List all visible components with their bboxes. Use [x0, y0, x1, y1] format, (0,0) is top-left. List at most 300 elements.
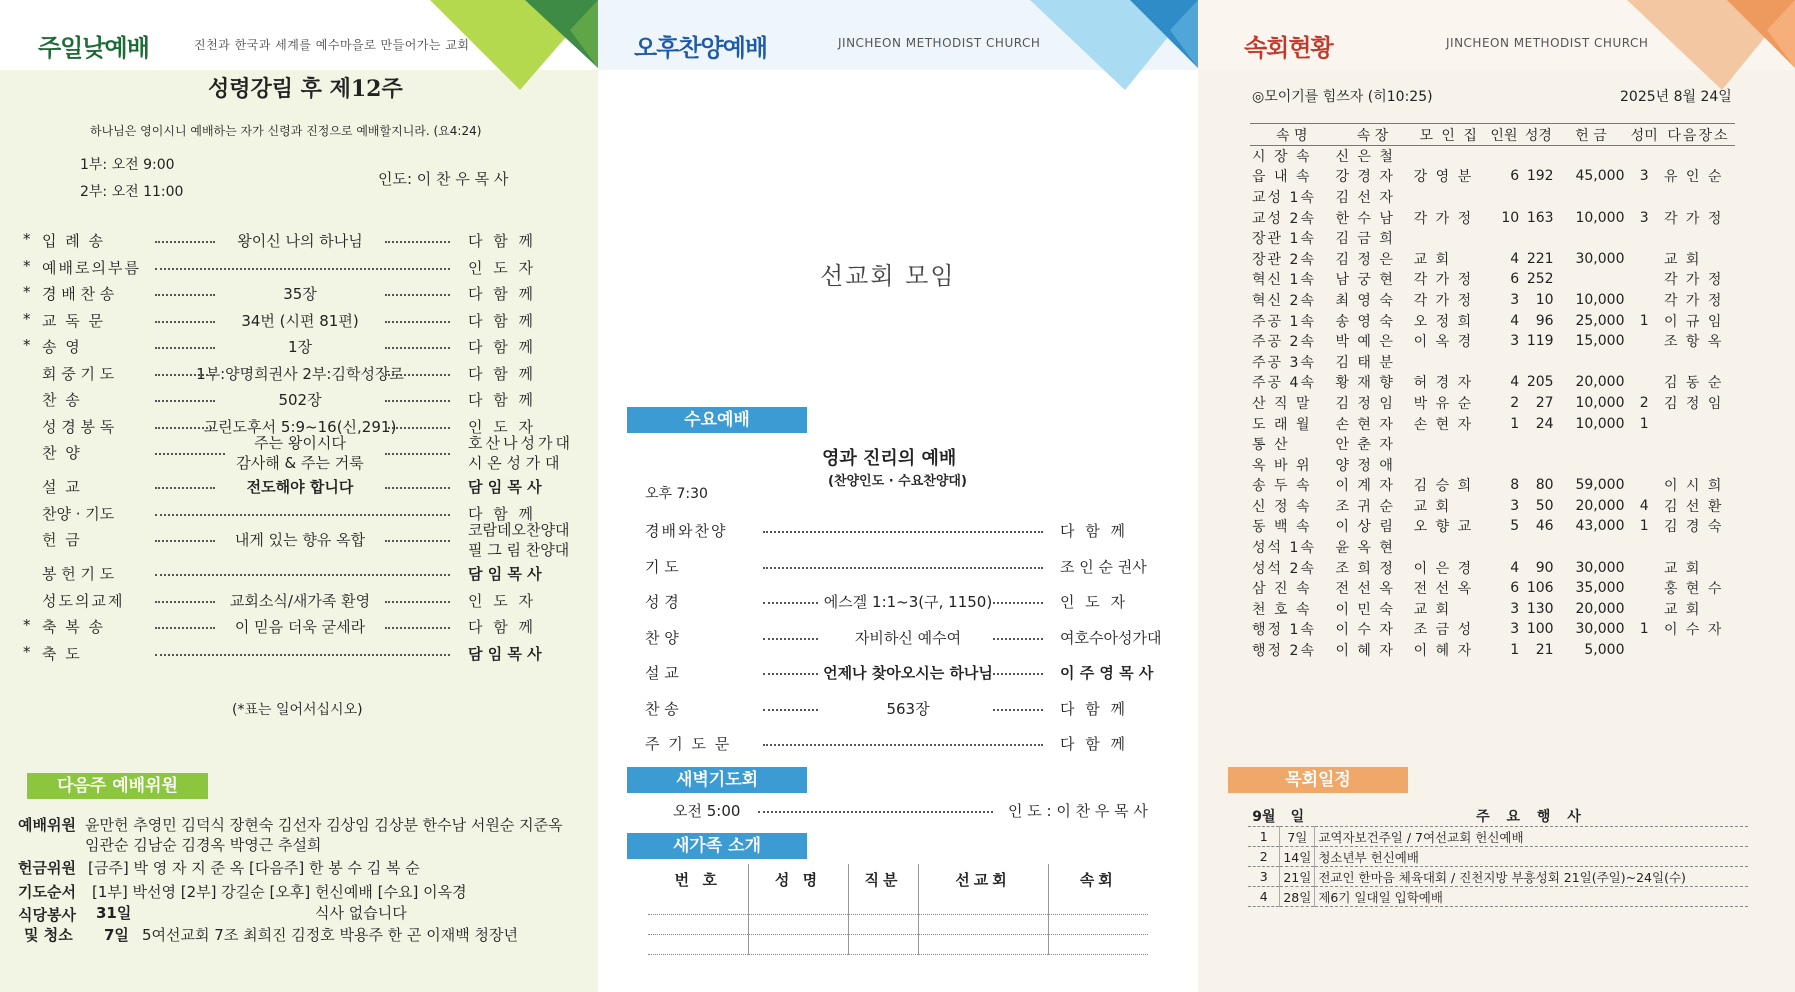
cell-value [1487, 228, 1521, 249]
leader-dots [993, 630, 1043, 640]
cell-row [1250, 351, 1735, 372]
order-row [0, 363, 598, 387]
cell-value: 주공 3속 [1252, 354, 1316, 371]
order-item: 입 례 송 [42, 232, 106, 250]
cell-value [1412, 434, 1487, 455]
newfamily-cell [848, 914, 918, 934]
service-title: 성령강림 후 제12주 [208, 76, 403, 102]
cell-row [1250, 290, 1735, 311]
stand-star: * [23, 616, 31, 634]
leader-dots [385, 532, 450, 542]
cell-row [1250, 248, 1735, 269]
cell-row [1250, 269, 1735, 290]
order-content: 이 믿음 더욱 굳세라 [234, 618, 366, 636]
cell-value: 3 [1510, 497, 1520, 514]
cell-value [1556, 454, 1627, 475]
order-person: 코람데오찬양대 [468, 521, 570, 539]
cell-value: 김 선 환 [1663, 498, 1724, 515]
cell-value [1487, 537, 1521, 558]
cell-value: 1 [1510, 415, 1520, 432]
leader-dots [155, 479, 215, 489]
wed-order-row [598, 698, 1198, 724]
cell-value: 119 [1526, 333, 1554, 350]
leader-dots [155, 392, 215, 402]
cell-value [1487, 351, 1521, 372]
wed-order-row [598, 556, 1198, 582]
cell-value: 행정 1속 [1252, 622, 1316, 639]
cell-value [1662, 351, 1735, 372]
leader-dots [155, 339, 215, 349]
cell-value [1626, 599, 1661, 620]
wed-order-content: 에스겔 1:1~3(구, 1150) [823, 593, 993, 611]
cell-value [1556, 228, 1627, 249]
service-leader: 인도: 이 찬 우 목 사 [378, 170, 509, 188]
order-item: 성도의교제 [42, 591, 125, 610]
schedule-col: 주 요 행 사 [1315, 806, 1748, 827]
cell-value: 손 현 자 [1335, 416, 1395, 433]
order-content: 1부:양명희권사 2부:김학성장로 [196, 364, 404, 383]
cell-value: 성석 1속 [1252, 540, 1316, 557]
cell-value: 김 정 은 [1335, 251, 1395, 268]
cell-value [1487, 187, 1521, 208]
cell-value [1662, 146, 1735, 167]
cell-value: 3 [1510, 333, 1520, 350]
newfamily-col: 직분 [848, 864, 918, 894]
schedule-cell: 3 [1248, 867, 1280, 887]
cell-value [1556, 146, 1627, 167]
cell-value [1626, 372, 1661, 393]
wed-order-content: 언제나 찾아오시는 하나님 [823, 664, 993, 682]
newfamily-cell [1048, 934, 1148, 954]
newfamily-cell [918, 914, 1048, 934]
cell-row [1250, 537, 1735, 558]
cell-value: 교 회 [1413, 601, 1452, 618]
cell-row [1250, 187, 1735, 208]
cell-value: 5,000 [1584, 642, 1625, 659]
cell-row [1250, 331, 1735, 352]
cell-row [1250, 619, 1735, 640]
newfamily-cell [648, 894, 748, 914]
panel1-title: 주일낮예배 [38, 34, 149, 62]
stand-star: * [23, 256, 31, 275]
wednesday-title: 영과 진리의 예배 [822, 448, 957, 469]
wed-order-item: 성 경 [645, 593, 679, 611]
cell-value: 교 회 [1663, 560, 1702, 577]
schedule-row [1248, 887, 1748, 907]
wed-order-row [598, 627, 1198, 653]
cell-value: 6 [1510, 580, 1520, 597]
cell-value: 신 은 철 [1335, 149, 1395, 166]
cell-value: 오 정 희 [1413, 313, 1474, 330]
order-item: 성 경 봉 독 [42, 417, 115, 436]
decor-triangles-orange [1627, 0, 1795, 92]
cell-col: 인원 [1487, 124, 1521, 146]
cell-value: 3 [1510, 621, 1520, 638]
cell-value: 신 정 속 [1252, 498, 1312, 515]
cell-value: 30,000 [1575, 621, 1625, 638]
cell-row [1250, 599, 1735, 620]
newfamily-cell [1048, 914, 1148, 934]
cell-value [1662, 187, 1735, 208]
offering-members: [금주] 박 영 자 지 준 옥 [다음주] 한 봉 수 김 복 순 [88, 859, 420, 877]
order-item: 축 복 송 [42, 618, 106, 636]
cell-value: 96 [1535, 312, 1554, 329]
schedule-bar: 목회일정 [1228, 767, 1408, 793]
cell-value [1626, 248, 1661, 269]
cell-value [1521, 146, 1555, 167]
order-row [0, 590, 598, 614]
cell-value: 20,000 [1575, 497, 1625, 514]
order-person: 다 함 께 [468, 285, 537, 303]
cell-value [1556, 187, 1627, 208]
cell-value: 4 [1510, 312, 1520, 329]
worship-members-1: 윤만헌 추영민 김덕식 장현숙 김선자 김상임 김상분 한수남 서원순 지준옥 [85, 816, 563, 834]
panel3-title: 속회현황 [1244, 34, 1333, 62]
leader-dots [385, 339, 450, 349]
leader-dots [385, 619, 450, 629]
newfamily-row [648, 894, 1148, 914]
order-person: 다 함 께 [468, 364, 537, 383]
cell-value [1662, 640, 1735, 661]
offering-label: 헌금위원 [18, 859, 76, 877]
order-content: 교회소식/새가족 환영 [229, 591, 371, 610]
panel2-title: 오후찬양예배 [634, 34, 768, 62]
cell-value [1626, 269, 1661, 290]
cell-value: 전 선 옥 [1335, 581, 1395, 598]
cell-value: 송 영 숙 [1335, 313, 1395, 330]
order-person-2: 필 그 림 찬양대 [468, 541, 570, 559]
schedule-cell: 1 [1248, 827, 1280, 847]
cell-status-panel [1198, 0, 1795, 992]
order-row [0, 389, 598, 413]
cell-value: 손 현 자 [1413, 416, 1474, 433]
cell-row [1250, 393, 1735, 414]
cell-value: 교 회 [1413, 498, 1452, 515]
schedule-row [1248, 847, 1748, 867]
leader-dots [763, 630, 818, 640]
cell-value: 교 회 [1663, 251, 1702, 268]
cell-value: 각 가 정 [1663, 292, 1724, 309]
cell-value: 1 [1639, 415, 1649, 432]
order-row [0, 310, 598, 334]
order-row [0, 257, 598, 281]
cell-value: 43,000 [1575, 518, 1625, 535]
cell-value: 각 가 정 [1663, 272, 1724, 289]
dawn-dots [758, 803, 993, 813]
wed-order-row [598, 520, 1198, 546]
schedule-cell: 교역자보건주일 / 7여선교회 헌신예배 [1315, 827, 1748, 847]
newfamily-cell [648, 934, 748, 954]
cell-value: 행정 2속 [1252, 643, 1316, 660]
wed-order-item: 찬 양 [645, 628, 679, 647]
leader-dots [385, 445, 450, 455]
order-item: 설 교 [42, 478, 82, 496]
order-row [0, 563, 598, 587]
cell-row [1250, 372, 1735, 393]
order-person: 다 함 께 [468, 232, 537, 250]
cell-value: 6 [1510, 168, 1520, 185]
schedule-table [1248, 806, 1748, 907]
cell-value [1626, 578, 1661, 599]
cell-value [1662, 454, 1735, 475]
cell-value: 252 [1526, 271, 1554, 288]
cell-value: 조 희 정 [1335, 560, 1395, 577]
cell-value: 박 유 순 [1413, 395, 1474, 412]
prayer-order: [1부] 박선영 [2부] 강길순 [오후] 헌신예배 [수요] 이옥경 [92, 883, 467, 901]
cell-value: 이 옥 경 [1413, 334, 1474, 351]
cell-value: 동 백 속 [1252, 519, 1312, 536]
cell-value: 4 [1510, 559, 1520, 576]
leader-dots [385, 419, 450, 429]
cell-value [1626, 146, 1661, 167]
cell-row [1250, 578, 1735, 599]
motto: ◎모이기를 힘쓰자 (히10:25) [1252, 89, 1433, 105]
cell-value: 192 [1526, 168, 1554, 185]
order-row [0, 616, 598, 640]
cell-value: 4 [1510, 250, 1520, 267]
order-person: 인 도 자 [468, 258, 537, 277]
wednesday-time: 오후 7:30 [645, 486, 708, 502]
order-row [0, 643, 598, 667]
decor-triangles [430, 0, 598, 92]
cell-value: 주공 4속 [1252, 375, 1316, 392]
cell-value: 221 [1526, 250, 1554, 267]
scripture-quote: 하나님은 영이시니 예배하는 자가 신령과 진정으로 예배할지니라. (요4:24) [90, 124, 482, 138]
cell-value: 조 항 옥 [1663, 334, 1724, 351]
order-item: 회 중 기 도 [42, 364, 115, 383]
cell-value [1626, 290, 1661, 311]
cell-value [1626, 557, 1661, 578]
leader-dots [763, 523, 1043, 533]
cell-value: 27 [1535, 394, 1554, 411]
leader-dots [155, 313, 215, 323]
order-content-2: 감사해 & 주는 거룩 [236, 454, 364, 472]
cell-value: 이 수 자 [1335, 622, 1395, 639]
order-row [0, 230, 598, 254]
wed-order-item: 기 도 [645, 557, 679, 576]
leader-dots [763, 594, 818, 604]
cell-value: 황 재 향 [1335, 375, 1395, 392]
prayer-label: 기도순서 [18, 883, 76, 901]
cell-value [1487, 454, 1521, 475]
meal-label: 식당봉사 [18, 906, 76, 924]
sunday-service-panel [0, 0, 598, 992]
stand-star: * [23, 230, 31, 248]
leader-dots [385, 593, 450, 603]
cell-value: 이 계 자 [1335, 478, 1395, 495]
newfamily-bar: 새가족 소개 [627, 833, 807, 859]
leader-dots [993, 665, 1043, 675]
clean-label: 및 청소 [24, 926, 73, 944]
cell-value: 59,000 [1575, 477, 1625, 494]
leader-dots [155, 532, 215, 542]
cell-value: 한 수 남 [1335, 210, 1395, 227]
cell-value: 윤 옥 현 [1335, 540, 1395, 557]
cell-value: 106 [1526, 580, 1554, 597]
leader-dots [155, 646, 450, 656]
cell-value: 장관 2속 [1252, 251, 1316, 268]
cell-value: 조 금 성 [1413, 622, 1474, 639]
cell-value: 각 가 정 [1663, 210, 1724, 227]
meal-text: 식사 없습니다 [315, 904, 407, 922]
cell-value [1626, 187, 1661, 208]
cell-value: 21 [1535, 642, 1554, 659]
leader-dots [385, 366, 450, 376]
newfamily-col: 선교회 [918, 864, 1048, 894]
cell-value: 박 예 은 [1335, 334, 1395, 351]
leader-dots [763, 736, 1043, 746]
order-person: 다 함 께 [468, 618, 537, 636]
cell-value: 35,000 [1575, 580, 1625, 597]
cell-value: 2 [1639, 394, 1649, 411]
cell-value: 혁신 2속 [1252, 292, 1316, 309]
cell-value: 5 [1510, 518, 1520, 535]
cell-value: 김 정 임 [1663, 395, 1724, 412]
order-row [0, 476, 598, 500]
cell-value: 46 [1535, 518, 1554, 535]
cell-value: 조 귀 순 [1335, 498, 1395, 515]
schedule-col: 일 [1280, 806, 1315, 827]
service-time-2: 2부: 오전 11:00 [80, 184, 184, 200]
leader-dots [155, 366, 215, 376]
cell-value: 김 선 자 [1335, 189, 1395, 206]
wed-order-content: 자비하신 예수여 [854, 628, 962, 647]
order-content: 1장 [287, 338, 313, 356]
cell-col: 모 인 집 [1412, 124, 1487, 146]
schedule-cell: 4 [1248, 887, 1280, 907]
cell-col: 속 명 [1250, 124, 1333, 146]
cell-value: 205 [1526, 374, 1554, 391]
cell-value: 양 정 애 [1335, 457, 1395, 474]
order-row [0, 434, 598, 472]
leader-dots [385, 392, 450, 402]
cell-value: 남 궁 현 [1335, 272, 1395, 289]
cell-row [1250, 475, 1735, 496]
cell-value: 장관 1속 [1252, 231, 1316, 248]
cell-value: 혁신 1속 [1252, 272, 1316, 289]
dawn-bar: 새벽기도회 [627, 767, 807, 793]
order-content: 전도해야 합니다 [246, 478, 354, 496]
cell-value: 이 시 희 [1663, 478, 1724, 495]
cell-value [1521, 537, 1555, 558]
order-person: 다 함 께 [468, 311, 537, 330]
afternoon-service-panel [598, 0, 1198, 992]
order-content: 내게 있는 향유 옥합 [234, 531, 366, 549]
cell-value [1662, 413, 1735, 434]
report-date: 2025년 8월 24일 [1620, 89, 1732, 105]
cell-col: 헌 금 [1556, 124, 1627, 146]
cell-value: 강 경 자 [1335, 169, 1395, 186]
wed-order-item: 찬 송 [645, 699, 679, 718]
schedule-cell: 7일 [1280, 827, 1315, 847]
schedule-col: 9월 [1248, 806, 1280, 827]
leader-dots [385, 479, 450, 489]
newfamily-col: 속회 [1079, 870, 1117, 889]
order-person: 호산나성가대 [468, 434, 573, 452]
newfamily-col: 번 호 [648, 864, 748, 894]
cell-value: 통 산 [1252, 437, 1290, 454]
cell-value: 50 [1535, 497, 1554, 514]
cell-value [1662, 537, 1735, 558]
order-item: 축 도 [42, 644, 82, 663]
clean-date: 7일 [104, 926, 129, 944]
cell-value: 4 [1510, 374, 1520, 391]
wednesday-bar: 수요예배 [627, 407, 807, 433]
wed-order-row [598, 662, 1198, 688]
cell-value: 홍 현 수 [1663, 581, 1724, 598]
cell-value: 3 [1639, 209, 1649, 226]
leader-dots [763, 701, 818, 711]
wed-order-person: 이 주 영 목 사 [1060, 664, 1154, 682]
cell-col: 다음장소 [1662, 124, 1735, 146]
leader-dots [763, 665, 818, 675]
cell-value [1626, 434, 1661, 455]
order-row [0, 521, 598, 559]
cell-value: 산 직 말 [1252, 395, 1312, 412]
cell-value: 90 [1535, 559, 1554, 576]
newfamily-cell [648, 914, 748, 934]
order-person: 다 함 께 [468, 338, 537, 356]
order-content: 고린도후서 5:9~16(신,291) [203, 417, 397, 436]
schedule-cell: 2 [1248, 847, 1280, 867]
wed-order-row [598, 733, 1198, 759]
cell-value: 10,000 [1575, 394, 1625, 411]
cell-value: 오 향 교 [1413, 519, 1474, 536]
afternoon-event: 선교회 모임 [820, 262, 956, 290]
cell-value: 10 [1535, 291, 1554, 308]
cell-value: 10,000 [1575, 415, 1625, 432]
cell-value: 안 춘 자 [1335, 437, 1395, 454]
cell-value [1626, 475, 1661, 496]
cell-value: 이 혜 자 [1413, 643, 1474, 660]
cell-row [1250, 207, 1735, 228]
cell-value [1412, 351, 1487, 372]
leader-dots [155, 593, 215, 603]
cell-value [1412, 537, 1487, 558]
cell-value: 1 [1510, 642, 1520, 659]
cell-value: 시 장 속 [1252, 149, 1312, 166]
order-content: 왕이신 나의 하나님 [237, 232, 363, 250]
newfamily-cell [748, 934, 848, 954]
cell-value: 10 [1501, 209, 1520, 226]
cell-value: 3 [1510, 600, 1520, 617]
cell-row [1250, 454, 1735, 475]
order-item: 교 독 문 [42, 311, 106, 330]
cell-value [1626, 351, 1661, 372]
cell-value: 성석 2속 [1252, 560, 1316, 577]
schedule-cell: 28일 [1280, 887, 1315, 907]
newfamily-cell [918, 894, 1048, 914]
order-person: 담 임 목 사 [468, 565, 542, 583]
cell-value: 최 영 숙 [1335, 292, 1395, 309]
cell-value [1556, 537, 1627, 558]
cell-value: 45,000 [1575, 168, 1625, 185]
cell-row [1250, 516, 1735, 537]
cell-value: 이 민 숙 [1335, 601, 1395, 618]
wed-order-content: 563장 [886, 699, 930, 718]
wed-order-item: 주 기 도 문 [645, 735, 732, 753]
order-item: 찬양 · 기도 [42, 504, 115, 523]
clean-text: 5여선교회 7조 최희진 김정호 박용주 한 곤 이재백 청장년 [142, 926, 519, 944]
cell-value: 김 금 희 [1335, 231, 1395, 248]
cell-row [1250, 310, 1735, 331]
cell-value: 이 규 임 [1663, 313, 1724, 330]
cell-value: 삼 진 속 [1252, 581, 1312, 598]
cell-value [1412, 454, 1487, 475]
schedule-cell: 전교인 한마음 체육대회 / 진천지방 부흥성회 21일(주일)~24일(수) [1315, 867, 1748, 887]
cell-value: 각 가 정 [1413, 292, 1474, 309]
order-item: 봉 헌 기 도 [42, 565, 115, 583]
